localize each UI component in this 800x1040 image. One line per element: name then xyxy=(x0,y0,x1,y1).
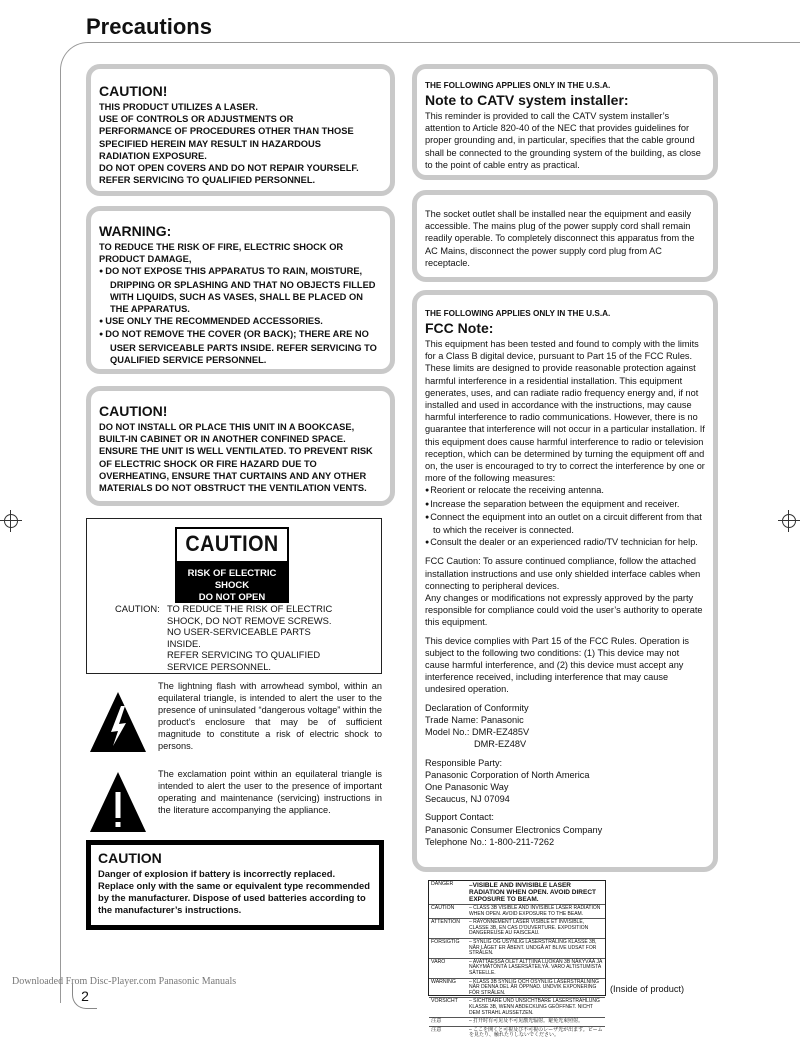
warning-bullet: ● USE ONLY THE RECOMMENDED ACCESSORIES. xyxy=(99,315,382,328)
exclamation-symbol-description: The exclamation point within an equilateral triangle is intended to alert the user to the presence of important operating and maintenance (servicing) instructions in the literature accompanying the appliance. xyxy=(158,769,382,815)
laser-label-key: VORSICHT xyxy=(431,998,458,1005)
caution-sign-line: TO REDUCE THE RISK OF ELECTRIC xyxy=(167,603,333,614)
warning-bullet: ● DO NOT REMOVE THE COVER (OR BACK); THERE ARE NO USER SERVICEABLE PARTS INSIDE. REFER SERVICING TO QUALIFIED SERVICE PERSONNEL. xyxy=(99,328,382,366)
laser-label-key: FORSIGTIG xyxy=(431,938,460,945)
caution-sign-title: CAUTION xyxy=(185,531,279,556)
model-number: Model No.: DMR-EZ485V xyxy=(425,727,530,738)
crop-mark-right xyxy=(778,510,800,532)
caution-sign-line: SERVICE PERSONNEL. xyxy=(167,660,272,672)
fcc-box xyxy=(412,290,718,872)
caution-sign-panel xyxy=(86,518,382,674)
warning-box xyxy=(86,206,395,374)
laser-label-row xyxy=(429,1018,605,1027)
fcc-measure: ● Reorient or relocate the receiving antenna. xyxy=(425,484,705,497)
caution-laser-text xyxy=(99,101,382,186)
responsible-party-line: One Panasonic Way xyxy=(425,781,509,792)
caution-sign-strip-line: RISK OF ELECTRIC SHOCK xyxy=(187,568,277,591)
caution-sign xyxy=(175,527,289,603)
laser-label-row xyxy=(429,881,605,905)
laser-label-value: – RAYONNEMENT LASER VISIBLE ET INVISIBLE, CLASSE 3B, EN CAS D'OUVERTURE. EXPOSITION DANGEREUSE AU FAISCEAU. xyxy=(469,919,589,937)
responsible-party-title: Responsible Party: xyxy=(425,757,503,768)
laser-label-key: VARO xyxy=(431,958,446,965)
responsible-party-line: Secaucus, NJ 07094 xyxy=(425,794,510,805)
support-contact-title: Support Contact: xyxy=(425,812,494,823)
laser-label-key: 注意 xyxy=(431,1018,442,1025)
download-note: Downloaded From Disc-Player.com Panasonic Manuals xyxy=(12,976,237,987)
fcc-paragraph: FCC Caution: To assure continued compliance, follow the attached installation instructions and use only shielded interface cables when connecting to peripheral devices. xyxy=(425,556,701,591)
fcc-body xyxy=(425,338,705,848)
catv-text: This reminder is provided to call the CATV system installer’s attention to Article 820-40 of the NEC that provides guidelines for proper grounding and, in particular, specifies that the cable ground shall be connected to the grounding system of the building, as close to the point of cable entry as practical. xyxy=(425,111,701,170)
caution-sign-strip-line: DO NOT OPEN xyxy=(198,592,266,603)
caution-laser-line: RADIATION EXPOSURE. xyxy=(99,150,207,161)
warning-text xyxy=(99,241,382,366)
catv-subhead: THE FOLLOWING APPLIES ONLY IN THE U.S.A. xyxy=(425,81,611,90)
battery-caution-text: Danger of explosion if battery is incorrectly replaced. Replace only with the same or equivalent type recommended by the manufacturer. Dispose of used batteries according to the manufacturer’s instructions. xyxy=(98,868,370,915)
laser-label-row xyxy=(429,959,605,979)
laser-label-value: – SYNLIG OG USYNLIG LASERSTRÅLING KLASSE 3B, NÅR LÅGET ER ÅBENT. UNDGÅ AT BLIVE UDSAT FOR STRÅLEN. xyxy=(469,938,597,957)
laser-warning-label xyxy=(428,880,606,1039)
laser-label-value: – CLASS 3B VISIBLE AND INVISIBLE LASER RADIATION WHEN OPEN. AVOID EXPOSURE TO THE BEAM. xyxy=(469,905,601,917)
fcc-measure: ● Increase the separation between the equipment and receiver. xyxy=(425,498,705,511)
trade-name: Trade Name: Panasonic xyxy=(425,714,524,725)
support-contact-line: Panasonic Consumer Electronics Company xyxy=(425,824,603,835)
catv-heading: Note to CATV system installer: xyxy=(425,92,629,108)
caution-laser-heading: CAUTION! xyxy=(99,83,168,99)
battery-caution-heading: CAUTION xyxy=(98,850,162,866)
battery-caution-box xyxy=(86,840,384,930)
laser-label-row xyxy=(429,905,605,919)
laser-label-row xyxy=(429,979,605,999)
laser-label-key: 注意 xyxy=(431,1026,442,1033)
laser-label-value: – 打开时有可见及不可见激光辐射。避免光束照射。 xyxy=(469,1018,584,1025)
laser-label-row xyxy=(429,1027,605,1040)
fcc-measures xyxy=(425,484,705,549)
caution-laser-line: PERFORMANCE OF PROCEDURES OTHER THAN THOSE xyxy=(99,126,354,137)
page-number: 2 xyxy=(72,984,97,1009)
caution-sign-label: CAUTION: xyxy=(115,603,160,614)
caution-sign-line: SHOCK, DO NOT REMOVE SCREWS. xyxy=(167,614,332,626)
model-number-2: DMR-EZ48V xyxy=(474,739,527,750)
caution-install-heading: CAUTION! xyxy=(99,403,168,419)
laser-label-row xyxy=(429,939,605,959)
fcc-paragraph: Any changes or modifications not expressly approved by the party responsible for compliance could void the user’s authority to operate this equipment. xyxy=(425,593,703,628)
laser-label-key: WARNING xyxy=(431,978,456,985)
caution-sign-line: REFER SERVICING TO QUALIFIED xyxy=(167,649,321,661)
laser-label-row xyxy=(429,998,605,1018)
caution-install-text: DO NOT INSTALL OR PLACE THIS UNIT IN A BOOKCASE, BUILT-IN CABINET OR IN ANOTHER CONFINED SPACE. ENSURE THE UNIT IS WELL VENTILATED. TO PREVENT RISK OF ELECTRIC SHOCK OR FIRE HAZARD DUE TO OVERHEATING, ENSURE THAT CURTAINS AND ANY OTHER MATERIALS DO NOT OBSTRUCT THE VENTILATION VENTS. xyxy=(99,422,373,494)
fcc-subhead: THE FOLLOWING APPLIES ONLY IN THE U.S.A. xyxy=(425,309,611,318)
laser-label-value: – AVATTAESSA OLET ALTTIINA LUOKAN 3B NÄKYVÄÄ JA NÄKYMÄTÖNTÄ LASERSÄTEILYÄ. VARO ALTISTUMISTA SÄTEELLE. xyxy=(469,958,603,976)
lightning-warning-icon xyxy=(88,690,148,754)
caution-laser-line: USE OF CONTROLS OR ADJUSTMENTS OR xyxy=(99,114,294,125)
lightning-symbol-description: The lightning flash with arrowhead symbol, within an equilateral triangle, is intended to alert the user to the presence of uninsulated “dangerous voltage” within the product’s enclosure that may be of sufficient magnitude to constitute a risk of electric shock to persons. xyxy=(158,681,382,751)
page-title: Precautions xyxy=(86,14,212,39)
caution-laser-line: REFER SERVICING TO QUALIFIED PERSONNEL. xyxy=(99,175,316,186)
responsible-party-line: Panasonic Corporation of North America xyxy=(425,769,590,780)
exclamation-warning-icon xyxy=(88,770,148,834)
fcc-paragraph: This device complies with Part 15 of the FCC Rules. Operation is subject to the following two conditions: (1) This device may not cause harmful interference, and (2) this device must accept any interference received, including interference that may cause undesired operation. xyxy=(425,635,689,695)
fcc-measure: ● Connect the equipment into an outlet on a circuit different from that to which the receiver is connected. xyxy=(425,511,705,536)
laser-label-key: CAUTION xyxy=(431,905,455,911)
caution-sign-line: INSIDE. xyxy=(167,637,201,649)
laser-label-value: – SICHTBARE UND UNSICHTBARE LASERSTRAHLUNG KLASSE 3B, WENN ABDECKUNG GEÖFFNET. NICHT DEM STRAHL AUSSETZEN. xyxy=(469,998,600,1016)
fcc-heading: FCC Note: xyxy=(425,320,494,336)
laser-label-value: – ここを開くと可視及び不可視のレーザ光が出ます。ビームを見たり、触れたりしないでください。 xyxy=(469,1026,603,1039)
caution-sign-text xyxy=(115,603,375,673)
warning-heading: WARNING: xyxy=(99,223,172,239)
fcc-measure: ● Consult the dealer or an experienced radio/TV technician for help. xyxy=(425,536,705,549)
laser-label-row xyxy=(429,919,605,939)
support-contact-line: Telephone No.: 1-800-211-7262 xyxy=(425,836,555,847)
laser-label-key: DANGER xyxy=(431,881,454,887)
caution-laser-line: THIS PRODUCT UTILIZES A LASER. xyxy=(99,102,258,112)
laser-label-value: –VISIBLE AND INVISIBLE LASER RADIATION WHEN OPEN. AVOID DIRECT EXPOSURE TO BEAM. xyxy=(469,882,596,903)
socket-box xyxy=(412,190,718,282)
caution-laser-box xyxy=(86,64,395,196)
declaration-title: Declaration of Conformity xyxy=(425,702,529,713)
caution-sign-strip xyxy=(177,561,287,601)
inside-of-product-caption: (Inside of product) xyxy=(610,984,685,994)
crop-mark-left xyxy=(0,510,22,532)
catv-box xyxy=(412,64,718,180)
socket-text: The socket outlet shall be installed near the equipment and easily accessible. The mains plug of the power supply cord shall remain readily operable. To completely disconnect this apparatus from the AC Mains, disconnect the power supply cord plug from AC receptacle. xyxy=(425,209,695,268)
fcc-paragraph: This equipment has been tested and found to comply with the limits for a Class B digital device, pursuant to Part 15 of the FCC Rules. These limits are designed to provide reasonable protection against harmful interference in a residential installation. This equipment generates, uses, and can radiate radio frequency energy and, if not installed and used in accordance with the instructions, may cause harmful interference to radio communications. However, there is no guarantee that interference will not occur in a particular installation. If this equipment does cause harmful interference to radio or television reception, which can be determined by turning the equipment off and on, the user is encouraged to try to correct the interference by one or more of the following measures: xyxy=(425,339,705,484)
laser-label-value: – KLASS 3B SYNLIG OCH OSYNLIG LASERSTRÅLNING NÄR DENNA DEL ÄR ÖPPNAD. UNDVIK EXPONERING FÖR STRÅLEN. xyxy=(469,978,600,996)
warning-list xyxy=(99,265,382,366)
laser-label-key: ATTENTION xyxy=(431,919,461,926)
caution-laser-line: DO NOT OPEN COVERS AND DO NOT REPAIR YOURSELF. xyxy=(99,163,359,174)
caution-install-box xyxy=(86,386,395,506)
caution-laser-line: SPECIFIED HEREIN MAY RESULT IN HAZARDOUS xyxy=(99,138,321,149)
warning-bullet: ● DO NOT EXPOSE THIS APPARATUS TO RAIN, MOISTURE, DRIPPING OR SPLASHING AND THAT NO OBJECTS FILLED WITH LIQUIDS, SUCH AS VASES, SHALL BE PLACED ON THE APPARATUS. xyxy=(99,265,382,315)
caution-sign-line: NO USER-SERVICEABLE PARTS xyxy=(167,626,311,638)
warning-intro: TO REDUCE THE RISK OF FIRE, ELECTRIC SHOCK OR PRODUCT DAMAGE, xyxy=(99,242,344,265)
